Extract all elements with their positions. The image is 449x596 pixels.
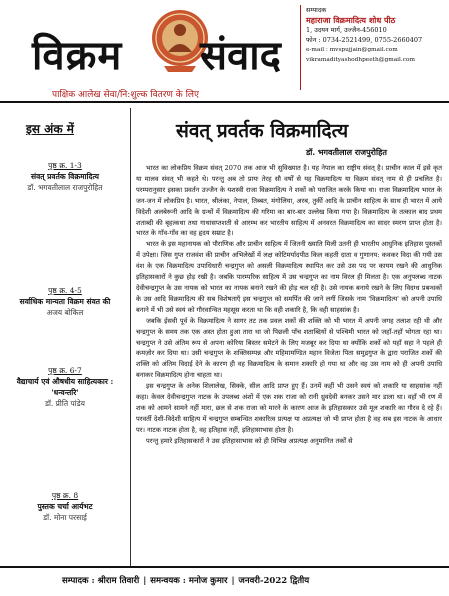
contents-title: पुस्तक चर्चा आर्यभट bbox=[37, 502, 93, 511]
contents-author: डॉ. प्रीति पांडेय bbox=[44, 399, 86, 408]
publisher-block bbox=[306, 5, 446, 65]
publisher-email-2: vikramadityashodhpeeth@gmail.com bbox=[306, 57, 415, 63]
publisher-org: महाराजा विक्रमादित्य शोध पीठ bbox=[306, 15, 396, 25]
contents-title: वैद्याचार्य एवं औषधीय साहित्यकार : 'धन्वन्तरि' bbox=[16, 377, 114, 397]
article-paragraph: इस चन्द्रगुप्त के अनेक शिलालेख, सिक्के, सील आदि प्राप्त हुए हैं। उनमें कहीं भी उसने स्वयं को शकारि या साहसांक नहीं कहा। केवल देवीचन्द्रगुप्त नाटक के उपलब्ध अंशों में एक शक राजा को रानी ध्रुवदेवी बनकर उसने मार डाला था। वहाँ भी रण में शक को आमने सामने नहीं मारा, छल से शक राजा को मारने के कारण आज के इतिहासकार उसे मूल शकारि का गौरव दे रहे हैं। परवर्ती देशी-विदेशी साहित्य में चन्द्रगुप्त सम्बन्धित शकारित्व प्रत्यक्ष या अप्रत्यक्ष जो भी प्राप्त होता है वह सब इस नाटक के आधार पर। नाटक नाटक होता है, वह इतिहास नहीं, इतिहासाभास होता है। bbox=[136, 382, 442, 434]
contents-heading: इस अंक में bbox=[26, 122, 74, 136]
contents-author: अजय बोकिल bbox=[46, 308, 84, 317]
contents-page: पृष्ठ क्र. 4-5 bbox=[48, 286, 82, 295]
contents-sidebar bbox=[10, 110, 126, 565]
article-paragraph: भारत का लोकप्रिय विक्रम संवत् 2070 तक आज भी सुविख्यात है। यह नेपाल का राष्ट्रीय संवत् है। प्राचीन काल में इसे कृत या मालव संवत् भी कहते थे। परन्तु अब तो प्रायः तेरह सौ वर्षों से यह विक्रमादित्य या विक्रम संवत् नाम से ही प्रचलित है। परम्परानुसार इसका प्रवर्तन उज्जैन के यशस्वी राजा विक्रमादित्य ने शकों को पराजित करके किया था। राजा विक्रमादित्य भारत के जन-जन में लोकप्रिय है। भारत, श्रीलंका, नेपाल, तिब्बत, मंगोलिया, अरब, तुर्की आदि के प्राचीन साहित्य के साथ ही भारत में आये विदेशी अलबेरूनी आदि के ग्रन्थों में विक्रमादित्य की गरिमा का बार-बार उल्लेख किया गया है। विक्रमादित्य के तत्काल बाद प्रथम शताब्दी की बृहत्कथा तथा गाथासप्तशती से आरम्भ कर भारतीय साहित्य में अनवरत विक्रमादित्य का सादर स्मरण प्राप्त होता है। भारत के गाँव-गाँव का वह हृदय सम्राट है। bbox=[136, 164, 442, 238]
contents-author: डॉ. भगवतीलाल राजपुरोहित bbox=[27, 183, 103, 192]
article bbox=[136, 110, 442, 565]
article-author: डॉ. भगवतीलाल राजपुरोहित bbox=[306, 147, 387, 157]
contents-page: पृष्ठ क्र. 8 bbox=[51, 491, 79, 500]
masthead-tagline: पाक्षिक आलेख सेवा/नि:शुल्क वितरण के लिए bbox=[52, 90, 199, 100]
footer-coordinator: समन्वयक : मनोज कुमार bbox=[150, 576, 228, 586]
contents-title: सर्वाधिक मान्यता विक्रम संवत की bbox=[19, 297, 111, 306]
footer-editor: सम्पादक : श्रीराम तिवारी bbox=[62, 576, 140, 586]
publisher-label: सम्पादक bbox=[306, 6, 327, 14]
contents-page: पृष्ठ क्र. 6-7 bbox=[48, 366, 82, 375]
article-paragraph: भारत के इस महानायक को पौराणिक और प्राचीन साहित्य में जितनी ख्याति मिली उतनी ही भारतीय आधुनिक इतिहास पुस्तकों में उपेक्षा। जिस गुप्त राजवंश की प्राचीन अभिलेखों में लक्ष कोटिमर्यादपीठ किल कहती दाता व गुणानय: कवकर विदा की गयी उस वंश के एक विक्रमादित्य उपाधिधारी चन्द्रगुप्त को असली विक्रमादित्य स्थापित कर उसे उस पद पर कायम रखने की आधुनिक इतिहासकारों ने कुछ होड़ रखी है। जबकि पारम्परिक साहित्य में उस चन्द्रगुप्त का नाम विरल ही मिलता है। एक अनुपलब्ध नाटक देवीचन्द्रगुप्त के उस नायक को भारत का नायक बनाने रखने की होड़ चल रही है। उसे नायक बनाये रखने के लिए विदग्ध प्रबन्धकों के उस आदि विक्रमादित्य की सब विशेषताएँ इस चन्द्रगुप्त को समर्पित की जाने लगीं जिसके नाम 'विक्रमादित्य' को अपनी उपाधि बनाने में भी उसे स्वयं को गौरवान्वित महसूस करता था कि वही शकारि है, कि वही साहसांक है। bbox=[136, 240, 442, 314]
masthead-rule bbox=[0, 101, 449, 103]
publisher-address: 1, उदयन मार्ग, उज्जैन-456010 bbox=[306, 26, 387, 34]
contents-title: संवत् प्रवर्तक विक्रमादित्य bbox=[31, 172, 99, 181]
footer-credits: सम्पादक : श्रीराम तिवारी | समन्वयक : मनोज कुमार | जनवरी-2022 द्वितीय bbox=[62, 576, 310, 586]
contents-author: डॉ. मोना परसाई bbox=[43, 513, 87, 522]
publisher-divider bbox=[300, 5, 301, 90]
footer-issue: जनवरी-2022 द्वितीय bbox=[238, 576, 310, 586]
article-body bbox=[136, 163, 442, 447]
contents-item bbox=[10, 160, 120, 193]
article-title: संवत् प्रवर्तक विक्रमादित्य bbox=[176, 120, 349, 142]
publisher-email: e-mail : mvspujjain@gmail.com bbox=[306, 47, 398, 53]
masthead-title-vikram: विक्रम bbox=[32, 32, 123, 79]
footer bbox=[0, 566, 449, 596]
publisher-phone: फोन : 0734-2521499, 0755-2660407 bbox=[306, 36, 423, 44]
contents-item bbox=[10, 490, 120, 523]
masthead-title-samvad: संवाद bbox=[200, 32, 281, 79]
masthead bbox=[0, 0, 449, 100]
article-paragraph: परन्तु हमारे इतिहासकारों ने उस इतिहासाभास को ही विभिन्न अप्रत्यक्ष अनुमानित तर्कों से bbox=[146, 436, 353, 445]
column-divider bbox=[130, 108, 131, 568]
contents-item bbox=[10, 285, 120, 318]
article-paragraph: जबकि ईसवी पूर्व के विक्रमादित्य ने सागर तट तक प्रवल शकों की शक्ति को भी भारत में अपनी जगह तलाश रही थी और चन्द्रगुप्त के समय तक एक अस्त होता हुआ तारा था जो पिछली पाँच शताब्दियों से पश्चिमी भारत को जहाँ-तहाँ भोगता रहा था। चन्द्रगुप्त ने उसे अंतिम रूप से अपना कोरिया बिस्तर समेटने के लिए मजबूर कर दिया था क्योंकि शकों को यहाँ सहा ने पहले ही कमज़ोर कर दिया था। उसी चन्द्रगुप्त के शक्तिसम्पन्न और महिमामण्डित महान विजेता पिता समुद्रगुप्त के द्वारा पराजित शकों की शक्ति को अंतिम विदाई देने के कारण ही वह विक्रमादित्य के समान शकारि हो गया था और वह उस नाम को ही अपनी उपाधि बनाकर विक्रमादित्य होना चाहता था। bbox=[136, 316, 442, 380]
contents-item bbox=[10, 365, 120, 409]
contents-page: पृष्ठ क्र. 1-3 bbox=[48, 161, 82, 170]
